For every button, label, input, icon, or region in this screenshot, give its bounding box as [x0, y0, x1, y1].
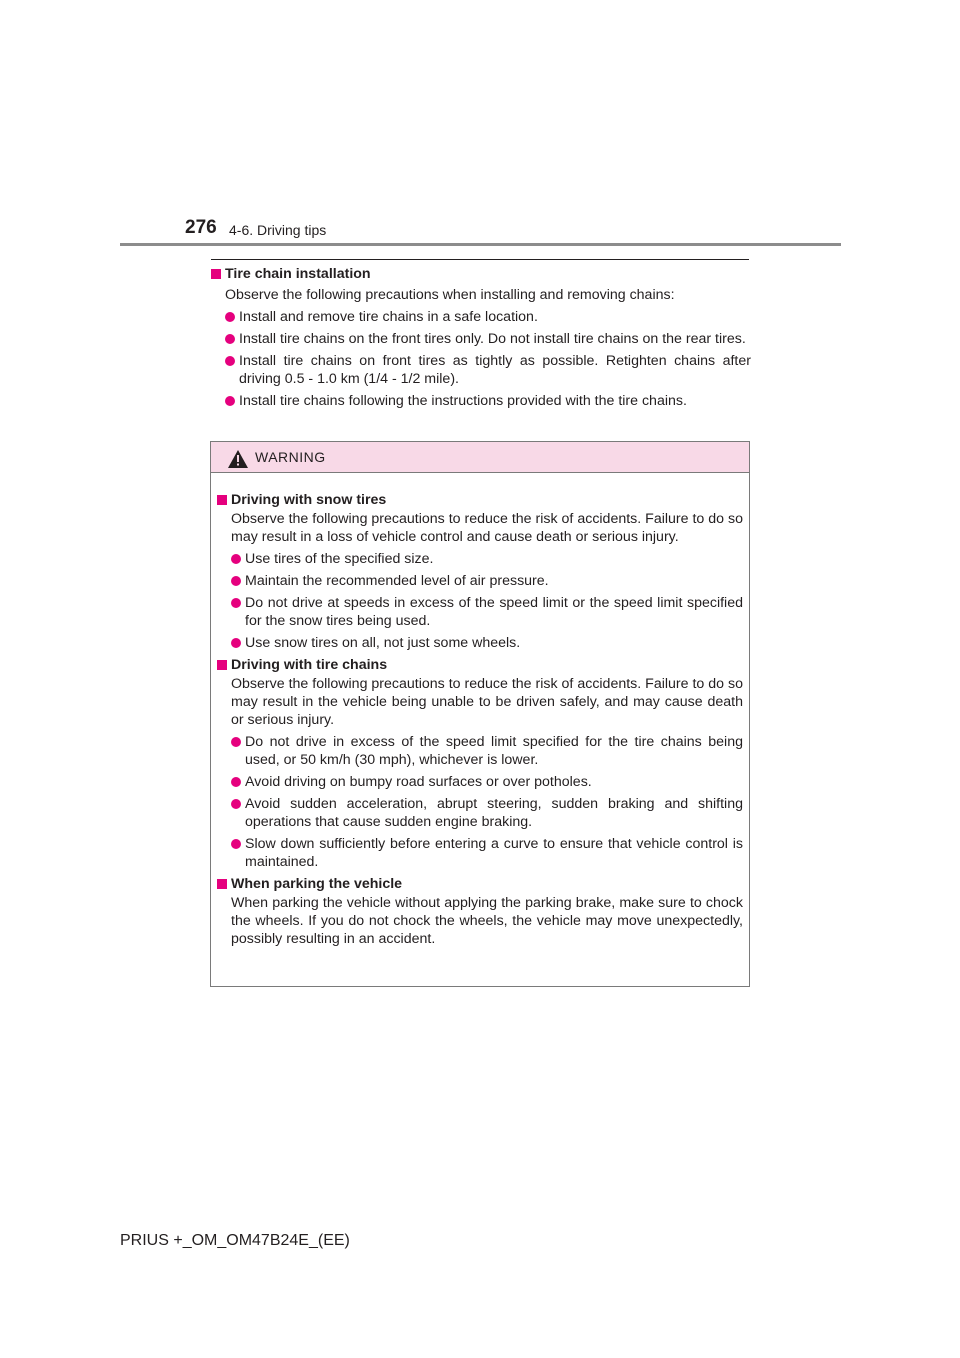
content-divider: [211, 259, 749, 260]
list-item: [217, 795, 743, 831]
circle-bullet-icon: [225, 312, 235, 322]
warning-body: [211, 473, 749, 948]
circle-bullet-icon: [231, 799, 241, 809]
list-item: [211, 392, 751, 410]
warning-box: [210, 441, 750, 987]
warning-intro: Observe the following precautions to reduce the risk of accidents. Failure to do so may result in the vehicle being unable to be driven safely, and may cause death or serious injury.: [231, 676, 743, 728]
circle-bullet-icon: [231, 737, 241, 747]
circle-bullet-icon: [231, 777, 241, 787]
section-heading: [211, 265, 751, 283]
list-item: [217, 572, 743, 590]
warning-heading-text: When parking the vehicle: [231, 876, 403, 892]
section-heading-text: Tire chain installation: [225, 266, 371, 282]
warning-heading-snow-tires: [217, 491, 743, 509]
list-item-text: Do not drive in excess of the speed limit specified for the tire chains being used, or 50 km/h (30 mph), whichever is lower.: [245, 734, 743, 768]
circle-bullet-icon: [231, 598, 241, 608]
warning-paragraph: When parking the vehicle without applying the parking brake, make sure to chock the wheels. If you do not chock the wheels, the vehicle may move unexpectedly, possibly resulting in an accident.: [231, 895, 743, 947]
document-id: PRIUS +_OM_OM47B24E_(EE): [120, 1232, 350, 1249]
list-item: [217, 835, 743, 871]
section-intro: Observe the following precautions when installing and removing chains:: [225, 287, 675, 303]
warning-heading-text: Driving with tire chains: [231, 657, 388, 673]
list-item-text: Do not drive at speeds in excess of the speed limit or the speed limit specified for the snow tires being used.: [245, 595, 743, 629]
list-item-text: Install tire chains on the front tires only. Do not install tire chains on the rear tires.: [239, 331, 746, 347]
list-item-text: Slow down sufficiently before entering a curve to ensure that vehicle control is maintained.: [245, 836, 743, 870]
list-item-text: Use snow tires on all, not just some wheels.: [245, 635, 521, 651]
square-bullet-icon: [217, 660, 227, 670]
list-item: [211, 352, 751, 388]
list-item-text: Avoid driving on bumpy road surfaces or over potholes.: [245, 774, 592, 790]
list-item: [217, 634, 743, 652]
warning-triangle-icon: [228, 450, 248, 468]
square-bullet-icon: [217, 495, 227, 505]
circle-bullet-icon: [231, 638, 241, 648]
list-item-text: Avoid sudden acceleration, abrupt steering, sudden braking and shifting operations that cause sudden engine braking.: [245, 796, 743, 830]
list-item: [217, 773, 743, 791]
list-item: [211, 330, 751, 348]
list-item: [217, 550, 743, 568]
list-item-text: Install and remove tire chains in a safe location.: [239, 309, 538, 325]
list-item: [217, 594, 743, 630]
square-bullet-icon: [217, 879, 227, 889]
circle-bullet-icon: [225, 396, 235, 406]
header-divider: [120, 243, 841, 246]
warning-heading-parking: [217, 875, 743, 893]
section-title: 4-6. Driving tips: [229, 222, 327, 238]
warning-title: WARNING: [255, 449, 326, 465]
list-item: [211, 308, 751, 326]
warning-heading-text: Driving with snow tires: [231, 492, 387, 508]
circle-bullet-icon: [225, 334, 235, 344]
circle-bullet-icon: [231, 839, 241, 849]
circle-bullet-icon: [231, 554, 241, 564]
circle-bullet-icon: [225, 356, 235, 366]
warning-intro: Observe the following precautions to reduce the risk of accidents. Failure to do so may result in a loss of vehicle control and cause death or serious injury.: [231, 511, 743, 545]
circle-bullet-icon: [231, 576, 241, 586]
list-item-text: Use tires of the specified size.: [245, 551, 434, 567]
list-item-text: Maintain the recommended level of air pressure.: [245, 573, 549, 589]
list-item-text: Install tire chains on front tires as tightly as possible. Retighten chains after driving 0.5 - 1.0 km (1/4 - 1/2 mile).: [239, 353, 751, 387]
list-item: [217, 733, 743, 769]
tire-chain-installation-section: [211, 265, 751, 410]
warning-header: [211, 442, 749, 473]
warning-heading-tire-chains: [217, 656, 743, 674]
square-bullet-icon: [211, 269, 221, 279]
list-item-text: Install tire chains following the instructions provided with the tire chains.: [239, 393, 687, 409]
page-number: 276: [185, 217, 217, 238]
